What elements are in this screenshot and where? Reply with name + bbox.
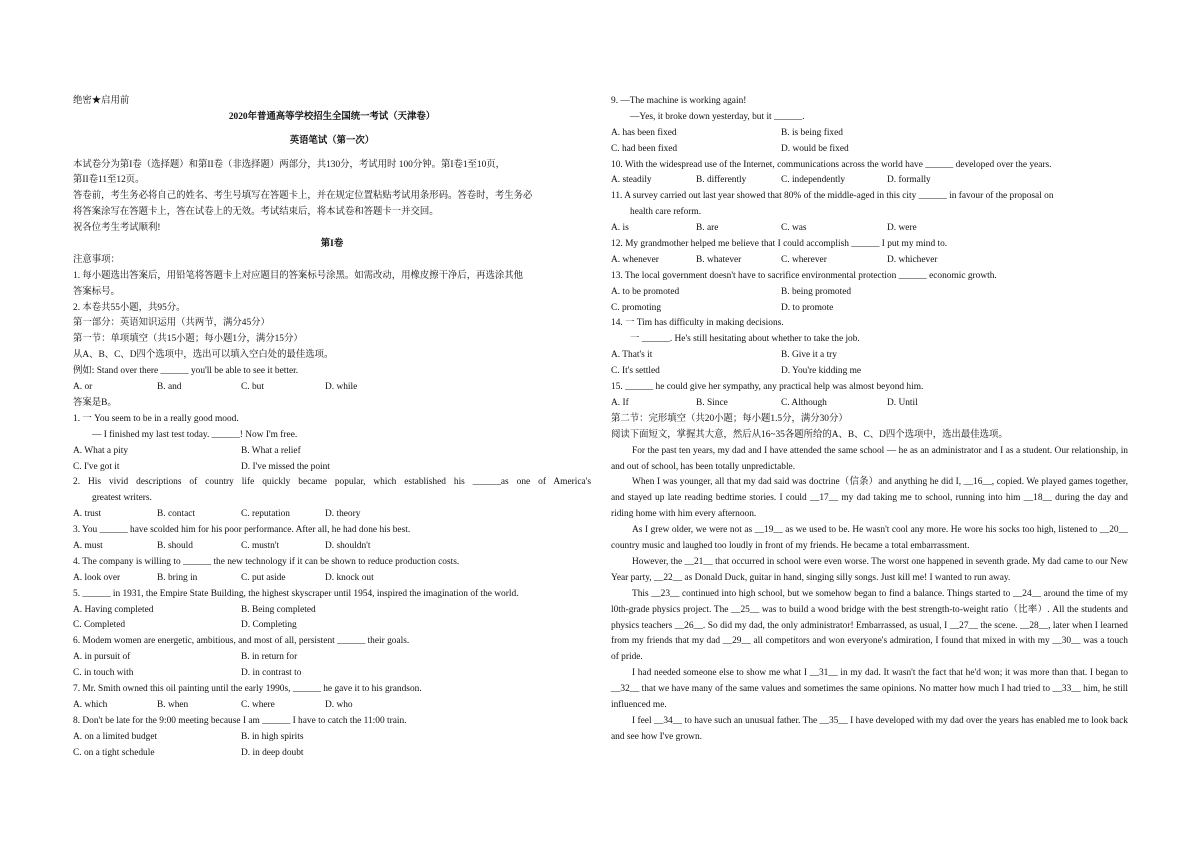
right-column: [611, 94, 1128, 746]
option: B. should: [157, 540, 193, 551]
option: B. Since: [696, 397, 728, 408]
option: D. to promote: [781, 302, 834, 313]
question-stem: 4. The company is willing to ______ the new technology if it can be shown to reduce production costs.: [73, 556, 460, 567]
option: A. on a limited budget: [73, 731, 158, 742]
question-stem: 5. ______ in 1931, the Empire State Building, the highest skyscraper until 1954, inspired the imagination of the world.: [73, 588, 519, 599]
option: D. were: [887, 223, 917, 234]
option: D. formally: [887, 175, 931, 186]
question-stem: 2. His vivid descriptions of country life quickly became popular, which established his ______as one of America's: [73, 477, 591, 488]
example-question: 例如: Stand over there ______ you'll be able to see it better.: [73, 366, 299, 377]
options-row: [611, 364, 1128, 380]
option: A. has been fixed: [611, 127, 677, 138]
subject-title: 英语笔试（第一次）: [289, 135, 375, 146]
option: C. It's settled: [611, 366, 660, 377]
option: B. being promoted: [781, 286, 852, 297]
options-row: [611, 396, 1128, 412]
option: B. when: [157, 699, 189, 710]
option: C. wherever: [781, 254, 827, 265]
option: A. steadily: [611, 175, 652, 186]
question: [73, 587, 591, 635]
option: A. in pursuit of: [73, 652, 131, 663]
question-stem: 10. With the widespread use of the Internet, communications across the world have ______ developed over the years.: [611, 159, 1052, 170]
intro-line: 第II卷11至12页。: [73, 175, 145, 186]
options-row: [611, 285, 1128, 301]
options-row: [73, 650, 591, 666]
options-row: [611, 126, 1128, 142]
left-column: [73, 94, 591, 761]
question: [611, 158, 1128, 190]
question-stem: 14. 一 Tim has difficulty in making decisions.: [611, 318, 784, 329]
option: C. but: [241, 382, 264, 393]
option: A. look over: [73, 572, 121, 583]
top-label: 绝密★启用前: [73, 96, 130, 106]
question-stem: 13. The local government doesn't have to sacrifice environmental protection ______ economic growth.: [611, 270, 997, 281]
option: B. is being fixed: [781, 127, 843, 138]
passage-paragraph: This __23__ continued into high school, but we somehow began to find a balance. Things started to __24__ around the time of my l0th-grade physics project. The __25__ was to build a wood bridge with the best strength-to-weight ratio（比率）. All the students and physics teachers __26__. So did my dad, the only administrator! Embarrassed, as usual, I __27__ the scene. __28__, later when I learned from my friends that my dad __29__ all competitors and won everyone's admiration, I found that mixed in with my __30__ was a touch of pride.: [611, 588, 1128, 663]
option: C. in touch with: [73, 668, 134, 679]
question-stem: 9. —The machine is working again!: [611, 96, 747, 106]
options-row: [73, 444, 591, 460]
option: C. promoting: [611, 302, 662, 313]
question-stem: 6. Modem women are energetic, ambitious, and most of all, persistent ______ their goals.: [73, 636, 410, 647]
question-stem: 12. My grandmother helped me believe that I could accomplish ______ I put my mind to.: [611, 239, 948, 250]
options-row: [73, 730, 591, 746]
intro-line: 答卷前，考生务必将自己的姓名、考生号填写在答题卡上，并在规定位置粘贴考试用条形码。答卷时，考生务必: [73, 191, 533, 202]
section-heading: 第一节：单项填空（共15小题；每小题1分，满分15分）: [73, 334, 303, 345]
option: B. contact: [157, 509, 196, 520]
question-stem-continued: 一 ______. He's still hesitating about whether to take the job.: [630, 334, 860, 345]
example-options: [73, 380, 591, 396]
options-row: [73, 618, 591, 634]
option: D. while: [325, 382, 358, 393]
example-answer: 答案是B。: [73, 397, 117, 408]
passage-paragraph: However, the __21__ that occurred in school were even worse. The worst one happened in seventh grade. My dad came to our New Year party, __22__ as Donald Duck, guitar in hand, singing silly songs. Just kill me! I wanted to run away.: [611, 556, 1128, 583]
option: C. where: [241, 699, 275, 710]
note-line: 答案标号。: [73, 286, 120, 297]
option: C. Completed: [73, 620, 126, 631]
options-row: [73, 698, 591, 714]
option: B. What a relief: [241, 445, 301, 456]
option: D. shouldn't: [325, 540, 371, 551]
note-line: 1. 每小题选出答案后，用铅笔将答题卡上对应题目的答案标号涂黑。如需改动，用橡皮擦干净后，再选涂其他: [73, 270, 524, 281]
question-stem-continued: greatest writers.: [92, 493, 152, 504]
question: [73, 412, 591, 476]
option: D. would be fixed: [781, 143, 849, 154]
notes-title: 注意事项：: [73, 254, 120, 265]
option: D. Completing: [241, 620, 297, 631]
exam-title: 2020年普通高等学校招生全国统一考试（天津卷）: [228, 111, 436, 122]
options-row: [611, 221, 1128, 237]
question: [611, 269, 1128, 317]
options-row: [73, 571, 591, 587]
option: D. whichever: [887, 254, 938, 265]
intro-line: 祝各位考生考试顺利!: [73, 223, 161, 234]
passage-paragraph: When I was younger, all that my dad said was doctrine（信条）and anything he did I, __16__, copied. We played games together, and stayed up late reading bedtime stories. I could __17__ my dad taking me to school, running into him __18__ during the day and riding home with him every afternoon.: [611, 477, 1128, 520]
option: B. in high spirits: [241, 731, 304, 742]
question: [611, 94, 1128, 158]
question: [73, 475, 591, 523]
option: C. I've got it: [73, 461, 120, 472]
options-row: [611, 301, 1128, 317]
intro-line: 本试卷分为第I卷（选择题）和第II卷（非选择题）两部分，共130分，考试用时 100分钟。第I卷1至10页，: [73, 159, 506, 170]
option: B. bring in: [157, 572, 198, 583]
option: C. reputation: [241, 509, 290, 520]
option: D. in deep doubt: [241, 747, 304, 758]
option: B. and: [157, 382, 182, 393]
question-stem: 8. Don't be late for the 9:00 meeting because I am ______ I have to catch the 11:00 train.: [73, 715, 407, 726]
option: D. theory: [325, 509, 361, 520]
options-row: [73, 460, 591, 476]
question: [73, 682, 591, 714]
option: C. independently: [781, 175, 846, 186]
options-row: [73, 507, 591, 523]
options-row: [611, 173, 1128, 189]
option: D. knock out: [325, 572, 374, 583]
part-heading: 第一部分：英语知识运用（共两节，满分45分）: [73, 318, 270, 329]
question-list: [73, 412, 591, 762]
option: C. on a tight schedule: [73, 747, 155, 758]
option: B. Being completed: [241, 604, 316, 615]
options-row: [611, 253, 1128, 269]
question: [73, 555, 591, 587]
note-line: 2. 本卷共55小题，共95分。: [73, 302, 186, 313]
option: A. trust: [73, 509, 102, 520]
question-stem-continued: —Yes, it broke down yesterday, but it ______.: [630, 111, 805, 122]
option: C. put aside: [241, 572, 286, 583]
cloze-passage: [611, 444, 1128, 746]
option: D. I've missed the point: [241, 461, 330, 472]
question-stem: 3. You ______ have scolded him for his poor performance. After all, he had done his best.: [73, 525, 411, 536]
question-stem-continued: — I finished my last test today. ______! Now I'm free.: [92, 429, 298, 440]
question-stem-continued: health care reform.: [630, 207, 702, 218]
option: D. Until: [887, 397, 918, 408]
option: D. You're kidding me: [781, 366, 862, 377]
option: A. Having completed: [73, 604, 154, 615]
section-instructions: 阅读下面短文，掌握其大意，然后从16~35各题所给的A、B、C、D四个选项中，选出最佳选项。: [611, 429, 1008, 440]
question-stem: 7. Mr. Smith owned this oil painting until the early 1990s, ______ he gave it to his grandson.: [73, 683, 422, 694]
passage-paragraph: As I grew older, we were not as __19__ as we used to be. He wasn't cool any more. He wore his socks too high, listened to __20__ country music and laughed too loudly in front of my friends. He became a total embarrassment.: [611, 525, 1128, 552]
option: A. That's it: [611, 350, 653, 361]
option: A. to be promoted: [611, 286, 680, 297]
question: [611, 237, 1128, 269]
option: B. differently: [696, 175, 747, 186]
option: B. in return for: [241, 652, 298, 663]
question-list: [611, 94, 1128, 412]
question: [611, 189, 1128, 237]
option: B. whatever: [696, 254, 742, 265]
option: A. is: [611, 223, 629, 234]
volume-title: 第I卷: [320, 239, 344, 250]
passage-paragraph: For the past ten years, my dad and I have attended the same school — he as an administrator and I as a student. Our relationship, in and out of school, has been totally unpredictable.: [611, 445, 1128, 472]
option: C. mustn't: [241, 540, 280, 551]
option: A. What a pity: [73, 445, 129, 456]
options-row: [73, 746, 591, 762]
options-row: [73, 666, 591, 682]
options-row: [73, 603, 591, 619]
option: A. which: [73, 699, 108, 710]
option: A. or: [73, 382, 93, 393]
option: D. who: [325, 699, 353, 710]
question: [73, 523, 591, 555]
option: B. are: [696, 223, 719, 234]
question-stem: 11. A survey carried out last year showed that 80% of the middle-aged in this city ______ in favour of the proposal on: [611, 191, 1054, 202]
question-stem: 15. ______ he could give her sympathy, any practical help was almost beyond him.: [611, 382, 924, 393]
passage-paragraph: I feel __34__ to have such an unusual father. The __35__ I have developed with my dad over the years has enabled me to look back and see how I've grown.: [611, 716, 1128, 742]
option: A. must: [73, 540, 103, 551]
options-row: [611, 348, 1128, 364]
option: C. was: [781, 223, 807, 234]
passage-paragraph: I had needed someone else to show me what I __31__ in my dad. It wasn't the fact that he'd won; it was more than that. I began to __32__ that we have many of the same values and sometimes the same opinions. No matter how much I had tried to __33__ him, he still influenced me.: [611, 668, 1128, 711]
section-instructions: 从A、B、C、D四个选项中，选出可以填入空白处的最佳选项。: [73, 350, 334, 361]
question: [611, 380, 1128, 412]
options-row: [611, 142, 1128, 158]
question-stem: 1. 一 You seem to be in a really good mood.: [73, 413, 239, 424]
question: [73, 634, 591, 682]
question: [73, 714, 591, 762]
options-row: [73, 539, 591, 555]
option: A. whenever: [611, 254, 659, 265]
option: C. Although: [781, 397, 827, 408]
option: C. had been fixed: [611, 143, 678, 154]
section-heading: 第二节：完形填空（共20小题；每小题1.5分，满分30分）: [611, 413, 848, 424]
option: D. in contrast to: [241, 668, 302, 679]
option: B. Give it a try: [781, 350, 837, 361]
intro-line: 将答案涂写在答题卡上，答在试卷上的无效。考试结束后，将本试卷和答题卡一并交回。: [73, 207, 439, 218]
question: [611, 316, 1128, 380]
option: A. If: [611, 397, 629, 408]
